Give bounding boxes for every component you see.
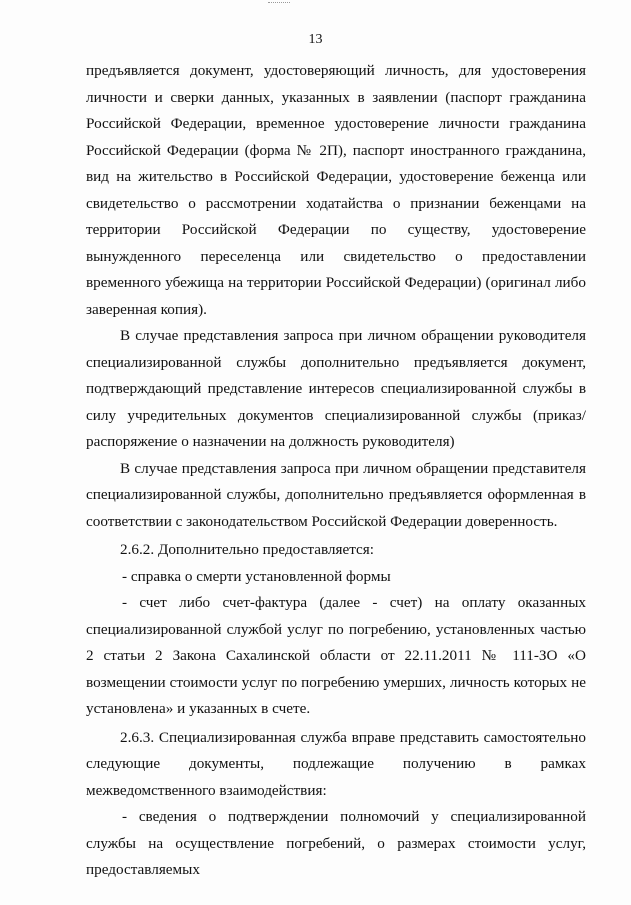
list-item-death-certificate: - справка о смерти установленной формы bbox=[122, 567, 391, 585]
section-2-6-2-heading: 2.6.2. Дополнительно предоставляется: bbox=[120, 541, 374, 558]
paragraph-identity-documents: предъявляется документ, удостоверяющий личность, для удостоверения личности и сверки данных, указанных в заявлении (паспорт гражданина Российской Федерации, временное удостоверение личности гражданина Российской Федерации (форма № 2П), паспорт иностранного гражданина, вид на жительство в Российской Федерации, удостоверение беженца или свидетельство о рассмотрении ходатайства о признании беженцами на территории Российской Федерации по существу, удостоверение вынужденного переселенца или свидетельство о предоставлении временного убежища на территории Российской Федерации) (оригинал либо заверенная копия). bbox=[86, 62, 586, 318]
document-body bbox=[86, 58, 586, 884]
list-item-invoice: - счет либо счет-фактура (далее - счет) на оплату оказанных специализированной службой услуг по погребению, установленных частью 2 статьи 2 Закона Сахалинской области от 22.11.2011 № 111-ЗО «О возмещении стоимости услуг по погребению умерших, личность которых не установлена» и указанных в счете. bbox=[86, 594, 586, 717]
list-item-authority-info: - сведения о подтверждении полномочий у специализированной службы на осуществление погребений, о размерах стоимости услуг, предоставляемых bbox=[86, 808, 586, 878]
paragraph-representative: В случае представления запроса при личном обращении представителя специализированной службы, дополнительно предъявляется оформленная в соответствии с законодательством Российской Федерации доверенность. bbox=[86, 459, 586, 530]
page-number: 13 bbox=[308, 32, 323, 47]
section-2-6-3-heading: 2.6.3. Специализированная служба вправе представить самостоятельно следующие документы, подлежащие получению в рамках межведомственного взаимодействия: bbox=[86, 728, 586, 799]
scan-artifact bbox=[268, 2, 290, 6]
paragraph-head-of-service: В случае представления запроса при личном обращении руководителя специализированной службы дополнительно предъявляется документ, подтверждающий представление интересов специализированной службы в силу учредительных документов специализированной службы (приказ/распоряжение о назначении на должность руководителя) bbox=[86, 327, 586, 450]
